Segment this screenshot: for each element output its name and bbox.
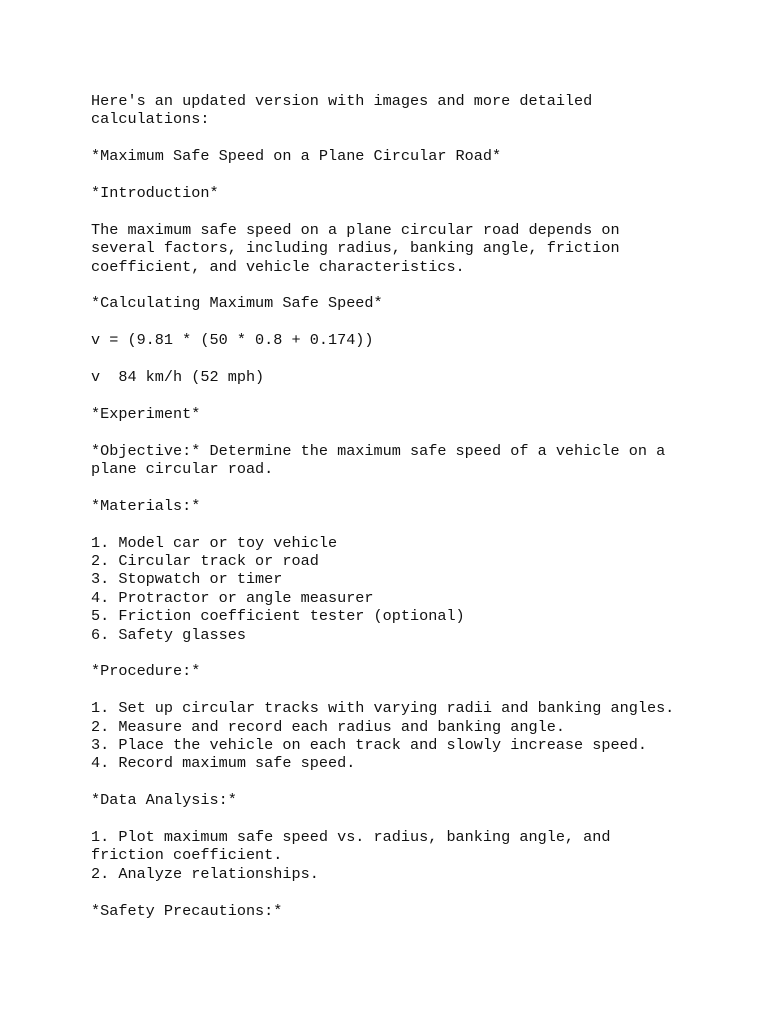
procedure-list [91,699,751,773]
analysis-list [91,828,751,883]
list-item: 4. Protractor or angle measurer [91,588,374,607]
intro-line: calculations: [91,110,210,129]
materials-heading: *Materials:* [91,496,201,515]
list-item: 2. Measure and record each radius and banking angle. [91,717,565,736]
procedure-heading: *Procedure:* [91,662,201,681]
text-line: coefficient, and vehicle characteristics. [91,257,465,276]
list-item: 1. Plot maximum safe speed vs. radius, banking angle, and [91,828,611,847]
list-item: 5. Friction coefficient tester (optional) [91,607,465,626]
document-page [91,92,751,938]
formula: v = (9.81 * (50 * 0.8 + 0.174)) [91,331,374,350]
list-item: 3. Place the vehicle on each track and slowly increase speed. [91,736,647,755]
list-item: 3. Stopwatch or timer [91,570,283,589]
list-item: friction coefficient. [91,846,283,865]
text-line: The maximum safe speed on a plane circular road depends on [91,220,620,239]
list-item: 2. Analyze relationships. [91,864,319,883]
list-item: 2. Circular track or road [91,552,319,570]
text-line: *Objective:* Determine the maximum safe speed of a vehicle on a [91,441,666,460]
experiment-heading: *Experiment* [91,404,201,423]
list-item: 4. Record maximum safe speed. [91,754,356,773]
introduction-paragraph [91,221,751,276]
document-title: *Maximum Safe Speed on a Plane Circular Road* [91,147,502,166]
analysis-heading: *Data Analysis:* [91,791,237,810]
list-item: 1. Set up circular tracks with varying radii and banking angles. [91,699,675,718]
list-item: 1. Model car or toy vehicle [91,533,338,552]
text-line: plane circular road. [91,460,274,478]
calc-heading: *Calculating Maximum Safe Speed* [91,294,383,313]
safety-heading: *Safety Precautions:* [91,901,283,920]
list-item: 6. Safety glasses [91,625,246,644]
intro-paragraph [91,92,751,129]
introduction-heading: *Introduction* [91,184,219,202]
result: v 84 km/h (52 mph) [91,368,265,386]
materials-list [91,534,751,644]
intro-line: Here's an updated version with images and more detailed [91,92,593,110]
text-line: several factors, including radius, banking angle, friction [91,239,620,258]
objective-paragraph [91,442,751,479]
